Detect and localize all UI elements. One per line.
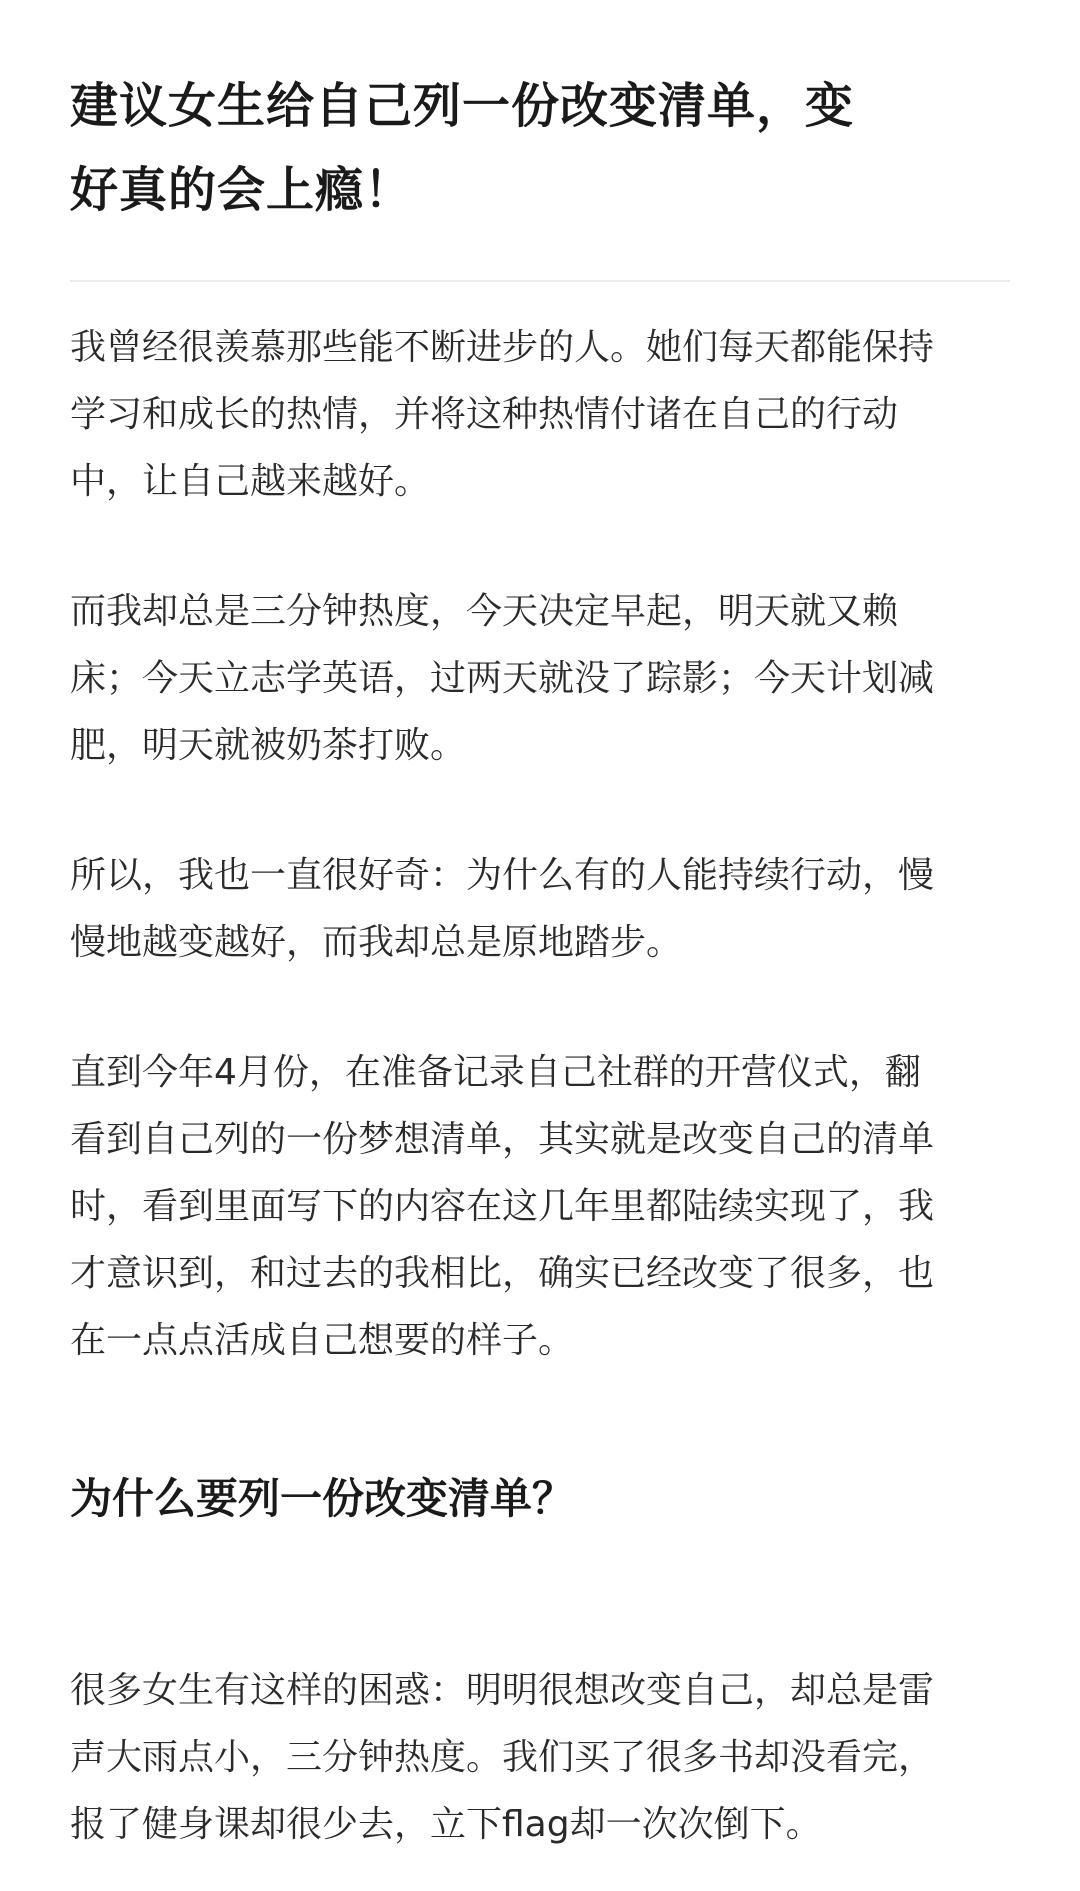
- paragraph-line: 报了健身课却很少去，立下flag却一次次倒下。: [70, 1804, 822, 1845]
- paragraph-line: 而我却总是三分钟热度，今天决定早起，明天就又赖: [70, 591, 899, 632]
- paragraph-line: 中，让自己越来越好。: [70, 461, 431, 502]
- title-divider: [70, 280, 1010, 282]
- paragraph-line: 肥，明天就被奶茶打败。: [70, 725, 467, 766]
- title-line: 好真的会上瘾！: [70, 162, 414, 218]
- paragraph-line: 我曾经很羡慕那些能不断进步的人。她们每天都能保持: [70, 327, 935, 368]
- title-line: 建议女生给自己列一份改变清单，变: [70, 78, 855, 134]
- paragraph-line: 直到今年4月份，在准备记录自己社群的开营仪式，翻: [70, 1052, 921, 1093]
- paragraph: [70, 314, 1010, 515]
- paragraph: [70, 1039, 1010, 1374]
- section-heading: 为什么要列一份改变清单？: [70, 1474, 575, 1523]
- paragraph-line: 在一点点活成自己想要的样子。: [70, 1320, 575, 1361]
- paragraph: [70, 1657, 1010, 1858]
- paragraph: [70, 842, 1010, 976]
- paragraph-line: 所以，我也一直很好奇：为什么有的人能持续行动，慢: [70, 855, 935, 896]
- article-title: [70, 0, 1010, 232]
- article: [70, 0, 1010, 1858]
- paragraph-line: 看到自己列的一份梦想清单，其实就是改变自己的清单: [70, 1119, 935, 1160]
- paragraph-line: 很多女生有这样的困惑：明明很想改变自己，却总是雷: [70, 1670, 935, 1711]
- paragraph-line: 慢地越变越好，而我却总是原地踏步。: [70, 922, 683, 963]
- paragraph-line: 才意识到，和过去的我相比，确实已经改变了很多，也: [70, 1253, 935, 1294]
- paragraph-line: 床；今天立志学英语，过两天就没了踪影；今天计划减: [70, 658, 935, 699]
- paragraph-line: 声大雨点小，三分钟热度。我们买了很多书却没看完，: [70, 1737, 935, 1778]
- paragraph-line: 时，看到里面写下的内容在这几年里都陆续实现了，我: [70, 1186, 935, 1227]
- paragraph-line: 学习和成长的热情，并将这种热情付诸在自己的行动: [70, 394, 899, 435]
- paragraph: [70, 578, 1010, 779]
